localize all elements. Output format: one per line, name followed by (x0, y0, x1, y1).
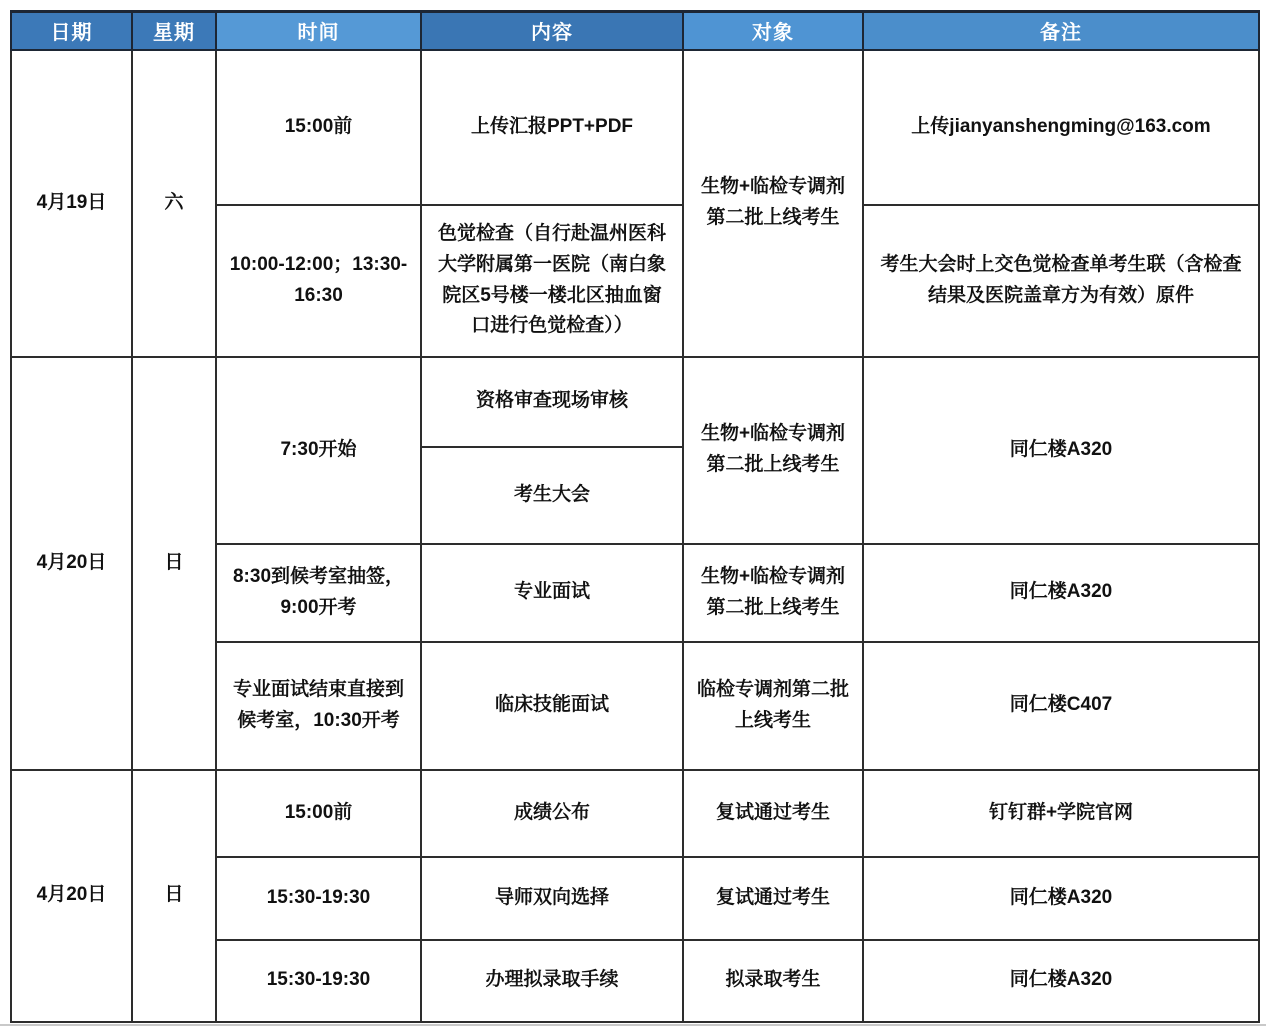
table-row (11, 357, 1259, 447)
date-cell: 4月20日 (11, 357, 132, 770)
time-cell: 7:30开始 (216, 357, 421, 544)
time-cell: 8:30到候考室抽签，9:00开考 (216, 544, 421, 642)
target-cell: 生物+临检专调剂第二批上线考生 (683, 544, 863, 642)
time-cell: 15:30-19:30 (216, 940, 421, 1022)
table-row (11, 50, 1259, 205)
header-week: 星期 (132, 12, 216, 50)
weekday-cell: 六 (132, 50, 216, 357)
header-time: 时间 (216, 12, 421, 50)
target-cell: 临检专调剂第二批上线考生 (683, 642, 863, 770)
weekday-cell: 日 (132, 357, 216, 770)
note-cell: 同仁楼A320 (863, 544, 1259, 642)
content-cell: 办理拟录取手续 (421, 940, 683, 1022)
note-cell: 同仁楼C407 (863, 642, 1259, 770)
target-cell: 复试通过考生 (683, 857, 863, 940)
target-cell: 拟录取考生 (683, 940, 863, 1022)
time-cell: 15:00前 (216, 770, 421, 857)
content-cell: 专业面试 (421, 544, 683, 642)
content-cell: 上传汇报PPT+PDF (421, 50, 683, 205)
note-cell: 钉钉群+学院官网 (863, 770, 1259, 857)
content-cell: 导师双向选择 (421, 857, 683, 940)
time-cell: 10:00-12:00；13:30-16:30 (216, 205, 421, 357)
schedule-table-grid (10, 10, 1260, 1023)
note-cell: 同仁楼A320 (863, 357, 1259, 544)
target-cell: 复试通过考生 (683, 770, 863, 857)
page-bottom-rule (0, 1024, 1266, 1026)
target-cell: 生物+临检专调剂第二批上线考生 (683, 357, 863, 544)
weekday-cell: 日 (132, 770, 216, 1022)
note-cell: 同仁楼A320 (863, 857, 1259, 940)
note-cell: 同仁楼A320 (863, 940, 1259, 1022)
note-cell: 考生大会时上交色觉检查单考生联（含检查结果及医院盖章方为有效）原件 (863, 205, 1259, 357)
schedule-table (10, 10, 1258, 1023)
content-cell: 资格审查现场审核 (421, 357, 683, 447)
note-cell: 上传jianyanshengming@163.com (863, 50, 1259, 205)
time-cell: 专业面试结束直接到候考室，10:30开考 (216, 642, 421, 770)
header-note: 备注 (863, 12, 1259, 50)
date-cell: 4月19日 (11, 50, 132, 357)
content-cell: 临床技能面试 (421, 642, 683, 770)
content-cell: 考生大会 (421, 447, 683, 544)
time-cell: 15:00前 (216, 50, 421, 205)
header-target: 对象 (683, 12, 863, 50)
date-cell: 4月20日 (11, 770, 132, 1022)
table-row (11, 770, 1259, 857)
content-cell: 成绩公布 (421, 770, 683, 857)
header-row (11, 12, 1259, 50)
time-cell: 15:30-19:30 (216, 857, 421, 940)
target-cell: 生物+临检专调剂第二批上线考生 (683, 50, 863, 357)
header-date: 日期 (11, 12, 132, 50)
content-cell: 色觉检查（自行赴温州医科大学附属第一医院（南白象院区5号楼一楼北区抽血窗口进行色觉检查）） (421, 205, 683, 357)
header-content: 内容 (421, 12, 683, 50)
